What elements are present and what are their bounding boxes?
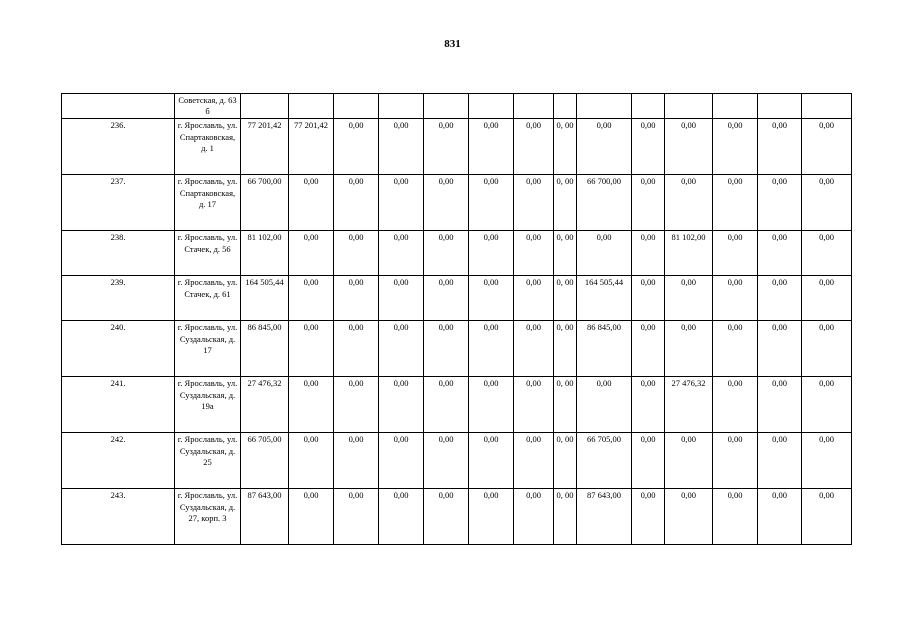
- value-cell: 0,00: [334, 119, 379, 175]
- address-cell: г. Ярославль, ул. Суздальская, д. 25: [175, 433, 241, 489]
- value-cell: 164 505,44: [577, 276, 632, 321]
- value-cell: 0,00: [514, 321, 554, 377]
- value-cell: 0,00: [514, 119, 554, 175]
- value-cell: [289, 94, 334, 119]
- value-cell: 0,00: [758, 231, 802, 276]
- value-cell: 0,00: [379, 321, 424, 377]
- value-cell: 0,00: [802, 433, 852, 489]
- value-cell: 66 700,00: [241, 175, 289, 231]
- value-cell: 0,00: [758, 175, 802, 231]
- table-row: [62, 321, 852, 377]
- row-number-cell: [62, 94, 175, 119]
- value-cell: 0,00: [424, 175, 469, 231]
- value-cell: 0,00: [379, 119, 424, 175]
- value-cell: 0,00: [758, 276, 802, 321]
- value-cell: 0, 00: [554, 276, 577, 321]
- address-cell: г. Ярославль, ул. Суздальская, д. 27, корп. 3: [175, 489, 241, 545]
- value-cell: 0, 00: [554, 377, 577, 433]
- value-cell: 0,00: [289, 377, 334, 433]
- value-cell: [758, 94, 802, 119]
- value-cell: 0,00: [469, 276, 514, 321]
- value-cell: 0,00: [289, 231, 334, 276]
- value-cell: 0,00: [713, 433, 758, 489]
- value-cell: 0,00: [334, 276, 379, 321]
- address-cell: г. Ярославль, ул. Суздальская, д. 19а: [175, 377, 241, 433]
- value-cell: 66 705,00: [241, 433, 289, 489]
- value-cell: 0,00: [713, 489, 758, 545]
- value-cell: 0,00: [665, 433, 713, 489]
- value-cell: 0,00: [424, 276, 469, 321]
- value-cell: 0,00: [514, 433, 554, 489]
- row-number-cell: 242.: [62, 433, 175, 489]
- address-cell: г. Ярославль, ул. Стачек, д. 56: [175, 231, 241, 276]
- value-cell: 0, 00: [554, 231, 577, 276]
- value-cell: 0,00: [632, 276, 665, 321]
- value-cell: 0,00: [802, 276, 852, 321]
- value-cell: [713, 94, 758, 119]
- table-row: [62, 489, 852, 545]
- value-cell: 0,00: [379, 231, 424, 276]
- row-number-cell: 238.: [62, 231, 175, 276]
- row-number-cell: 241.: [62, 377, 175, 433]
- value-cell: 77 201,42: [289, 119, 334, 175]
- value-cell: 0,00: [713, 119, 758, 175]
- value-cell: 0,00: [632, 377, 665, 433]
- value-cell: 0,00: [289, 321, 334, 377]
- value-cell: 0,00: [758, 377, 802, 433]
- value-cell: 0,00: [334, 175, 379, 231]
- value-cell: 0,00: [665, 489, 713, 545]
- value-cell: 0,00: [713, 377, 758, 433]
- value-cell: [802, 94, 852, 119]
- value-cell: 0,00: [289, 489, 334, 545]
- value-cell: 0,00: [424, 231, 469, 276]
- value-cell: 0,00: [514, 175, 554, 231]
- value-cell: 0,00: [289, 175, 334, 231]
- value-cell: 0,00: [424, 321, 469, 377]
- value-cell: 0,00: [469, 231, 514, 276]
- address-cell: г. Ярославль, ул. Стачек, д. 61: [175, 276, 241, 321]
- value-cell: 0,00: [802, 119, 852, 175]
- value-cell: 0,00: [632, 433, 665, 489]
- value-cell: 0,00: [577, 377, 632, 433]
- value-cell: [554, 94, 577, 119]
- page-number: 831: [444, 38, 461, 50]
- value-cell: 0,00: [469, 119, 514, 175]
- value-cell: 0,00: [713, 231, 758, 276]
- value-cell: 0,00: [577, 231, 632, 276]
- address-cell: г. Ярославль, ул. Спартаковская, д. 1: [175, 119, 241, 175]
- value-cell: 0, 00: [554, 175, 577, 231]
- value-cell: 0, 00: [554, 119, 577, 175]
- value-cell: 0,00: [469, 321, 514, 377]
- value-cell: 0,00: [632, 489, 665, 545]
- row-number-cell: 243.: [62, 489, 175, 545]
- table-row: [62, 433, 852, 489]
- value-cell: 0,00: [379, 175, 424, 231]
- value-cell: 0,00: [379, 377, 424, 433]
- value-cell: 0, 00: [554, 321, 577, 377]
- value-cell: 0,00: [632, 321, 665, 377]
- value-cell: 0,00: [802, 377, 852, 433]
- value-cell: 0,00: [469, 175, 514, 231]
- value-cell: 0,00: [713, 175, 758, 231]
- value-cell: 0,00: [514, 489, 554, 545]
- value-cell: 0,00: [334, 433, 379, 489]
- value-cell: 0,00: [632, 119, 665, 175]
- value-cell: 0,00: [379, 489, 424, 545]
- value-cell: 27 476,32: [241, 377, 289, 433]
- value-cell: 66 705,00: [577, 433, 632, 489]
- value-cell: 27 476,32: [665, 377, 713, 433]
- value-cell: [241, 94, 289, 119]
- value-cell: 0,00: [424, 433, 469, 489]
- value-cell: 0,00: [514, 377, 554, 433]
- value-cell: 0,00: [424, 377, 469, 433]
- table-row: [62, 231, 852, 276]
- address-cell: г. Ярославль, ул. Спартаковская, д. 17: [175, 175, 241, 231]
- value-cell: 0,00: [665, 119, 713, 175]
- row-number-cell: 240.: [62, 321, 175, 377]
- value-cell: 0,00: [802, 231, 852, 276]
- value-cell: 86 845,00: [241, 321, 289, 377]
- value-cell: 0,00: [577, 119, 632, 175]
- value-cell: 0,00: [713, 321, 758, 377]
- value-cell: [577, 94, 632, 119]
- value-cell: [632, 94, 665, 119]
- table-row: [62, 119, 852, 175]
- value-cell: 0, 00: [554, 489, 577, 545]
- table-row: [62, 377, 852, 433]
- value-cell: 0, 00: [554, 433, 577, 489]
- data-table: [61, 93, 852, 545]
- value-cell: 0,00: [514, 276, 554, 321]
- value-cell: 0,00: [758, 489, 802, 545]
- value-cell: 0,00: [379, 276, 424, 321]
- value-cell: 0,00: [469, 433, 514, 489]
- value-cell: [424, 94, 469, 119]
- value-cell: 0,00: [379, 433, 424, 489]
- value-cell: 0,00: [632, 175, 665, 231]
- value-cell: 0,00: [802, 489, 852, 545]
- value-cell: 77 201,42: [241, 119, 289, 175]
- value-cell: 0,00: [758, 433, 802, 489]
- value-cell: 0,00: [665, 321, 713, 377]
- value-cell: 86 845,00: [577, 321, 632, 377]
- table-row: [62, 175, 852, 231]
- value-cell: 0,00: [469, 489, 514, 545]
- value-cell: 0,00: [334, 377, 379, 433]
- row-number-cell: 239.: [62, 276, 175, 321]
- value-cell: 0,00: [665, 175, 713, 231]
- value-cell: 0,00: [713, 276, 758, 321]
- value-cell: 87 643,00: [577, 489, 632, 545]
- row-number-cell: 237.: [62, 175, 175, 231]
- value-cell: 81 102,00: [241, 231, 289, 276]
- address-cell: г. Ярославль, ул. Суздальская, д. 17: [175, 321, 241, 377]
- value-cell: 0,00: [758, 119, 802, 175]
- value-cell: [514, 94, 554, 119]
- address-cell: Советская, д. 63б: [175, 94, 241, 119]
- value-cell: 0,00: [514, 231, 554, 276]
- value-cell: 0,00: [424, 489, 469, 545]
- row-number-cell: 236.: [62, 119, 175, 175]
- table-row: [62, 94, 852, 119]
- value-cell: 0,00: [289, 433, 334, 489]
- value-cell: [469, 94, 514, 119]
- value-cell: 0,00: [758, 321, 802, 377]
- value-cell: 81 102,00: [665, 231, 713, 276]
- value-cell: 0,00: [632, 231, 665, 276]
- value-cell: 0,00: [289, 276, 334, 321]
- value-cell: 0,00: [424, 119, 469, 175]
- value-cell: 66 700,00: [577, 175, 632, 231]
- value-cell: [665, 94, 713, 119]
- value-cell: 0,00: [802, 321, 852, 377]
- value-cell: 0,00: [469, 377, 514, 433]
- table-row: [62, 276, 852, 321]
- value-cell: [379, 94, 424, 119]
- value-cell: 0,00: [334, 321, 379, 377]
- value-cell: [334, 94, 379, 119]
- value-cell: 0,00: [334, 489, 379, 545]
- value-cell: 0,00: [802, 175, 852, 231]
- value-cell: 0,00: [665, 276, 713, 321]
- value-cell: 87 643,00: [241, 489, 289, 545]
- value-cell: 0,00: [334, 231, 379, 276]
- value-cell: 164 505,44: [241, 276, 289, 321]
